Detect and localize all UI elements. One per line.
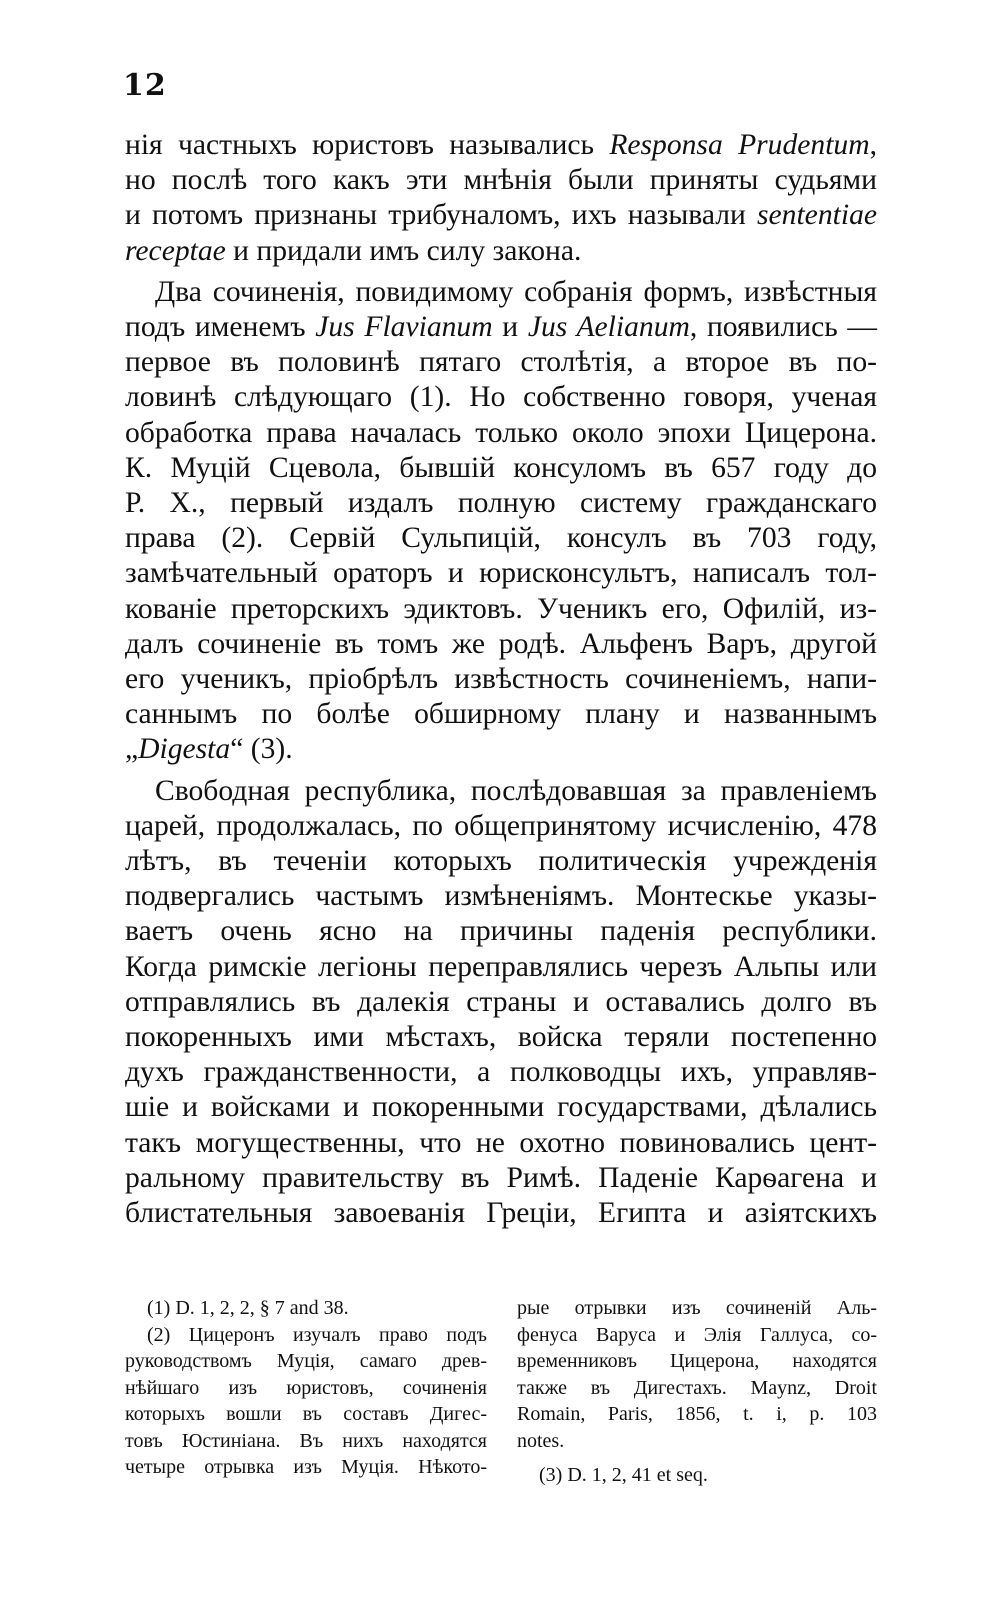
body-text-line: ловинѣ слѣдующаго (1). Но собственно говоря, ученая bbox=[125, 381, 877, 414]
body-text-line: подъ именемъ Jus Flavianum и Jus Aelianum, появились — bbox=[125, 311, 877, 344]
body-text-line: receptae и придали имъ силу закона. bbox=[125, 234, 582, 267]
body-text-line: обработка права началась только около эпохи Цицерона. bbox=[125, 416, 877, 449]
body-text-line: ваетъ очень ясно на причины паденія республики. bbox=[125, 915, 877, 948]
body-text-line: Два сочиненія, повидимому собранія формъ, извѣстныя bbox=[155, 275, 877, 308]
footnote-gap bbox=[517, 1454, 877, 1462]
footnote-line: (1) D. 1, 2, 2, § 7 and 38. bbox=[147, 1297, 349, 1319]
main-text bbox=[125, 128, 877, 1231]
body-text-line: первое въ половинѣ пятаго столѣтія, а второе въ по- bbox=[125, 346, 877, 379]
body-text-line: ральному правительству въ Римѣ. Паденіе Карѳагена и bbox=[125, 1161, 877, 1194]
body-text-line: лѣтъ, въ теченіи которыхъ политическія учрежденія bbox=[125, 845, 877, 878]
body-text-line: подвергались частымъ измѣненіямъ. Монтескье указы- bbox=[125, 880, 877, 913]
footnote-line: (2) Цицеронъ изучалъ право подъ bbox=[147, 1323, 487, 1346]
body-text-line: права (2). Сервій Сульпицій, консулъ въ 703 году, bbox=[125, 522, 877, 555]
footnote-line: notes. bbox=[517, 1429, 565, 1452]
body-text-line: далъ сочиненіе въ томъ же родѣ. Альфенъ Варъ, другой bbox=[125, 627, 877, 660]
body-text-line: К. Муцій Сцевола, бывшій консуломъ въ 657 году до bbox=[125, 451, 877, 484]
body-text-line: блистательныя завоеванія Греціи, Египта и азіятскихъ bbox=[125, 1197, 877, 1230]
body-text-line: Р. Х., первый издалъ полную систему гражданскаго bbox=[125, 487, 877, 520]
footnote-line: нѣйшаго изъ юристовъ, сочиненія bbox=[125, 1376, 487, 1399]
footnotes bbox=[125, 1295, 877, 1535]
footnotes-left-column bbox=[125, 1295, 487, 1481]
body-text-line: Когда римскіе легіоны переправлялись черезъ Альпы или bbox=[125, 950, 877, 983]
footnote-line: которыхъ вошли въ составъ Дигес- bbox=[125, 1403, 487, 1425]
footnote-line: также въ Дигестахъ. Maynz, Droit bbox=[517, 1376, 877, 1399]
body-text-line: шіе и войсками и покоренными государствами, дѣлались bbox=[125, 1091, 877, 1124]
body-text-line: саннымъ по болѣе обширному плану и названнымъ bbox=[125, 698, 877, 731]
body-text-line: духъ гражданственности, а полководцы ихъ, управляв- bbox=[125, 1056, 877, 1089]
body-text-line: и потомъ признаны трибуналомъ, ихъ называли sententiae bbox=[125, 199, 877, 232]
body-text-line: но послѣ того какъ эти мнѣнія были приняты судьями bbox=[125, 164, 877, 197]
body-text-line: его ученикъ, пріобрѣлъ извѣстность сочиненіемъ, напи- bbox=[125, 663, 877, 696]
footnote-line: товъ Юстиніана. Въ нихъ находятся bbox=[125, 1429, 487, 1452]
body-text-line: кованіе преторскихъ эдиктовъ. Ученикъ его, Офилій, из- bbox=[125, 592, 877, 625]
footnote-line: рые отрывки изъ сочиненій Аль- bbox=[517, 1297, 877, 1319]
footnote-line: руководствомъ Муція, самаго древ- bbox=[125, 1350, 487, 1372]
body-text-line: отправлялись въ далекія страны и оставались долго въ bbox=[125, 985, 877, 1018]
body-text-line: нія частныхъ юристовъ назывались Responsa Prudentum, bbox=[125, 129, 877, 161]
body-text-line: царей, продолжалась, по общепринятому исчисленію, 478 bbox=[125, 809, 877, 842]
body-text-line: покоренныхъ ими мѣстахъ, войска теряли постепенно bbox=[125, 1021, 877, 1054]
body-text-line: замѣчательный ораторъ и юрисконсультъ, написалъ тол- bbox=[125, 557, 877, 590]
footnote-line: фенуса Варуса и Элія Галлуса, со- bbox=[517, 1323, 877, 1346]
footnotes-right-column bbox=[517, 1295, 877, 1489]
footnote-line: четыре отрывка изъ Муція. Нѣкото- bbox=[125, 1456, 487, 1478]
page-number: 12 bbox=[123, 68, 167, 103]
body-text-line: „Digesta“ (3). bbox=[125, 733, 293, 766]
body-text-line: такъ могущественны, что не охотно повиновались цент- bbox=[125, 1126, 877, 1159]
body-text-line: Свободная республика, послѣдовавшая за правленіемъ bbox=[155, 774, 877, 807]
footnote-line: (3) D. 1, 2, 41 et seq. bbox=[539, 1464, 708, 1486]
footnote-line: временниковъ Цицерона, находятся bbox=[517, 1350, 877, 1372]
footnote-line: Romain, Paris, 1856, t. i, p. 103 bbox=[517, 1403, 877, 1425]
